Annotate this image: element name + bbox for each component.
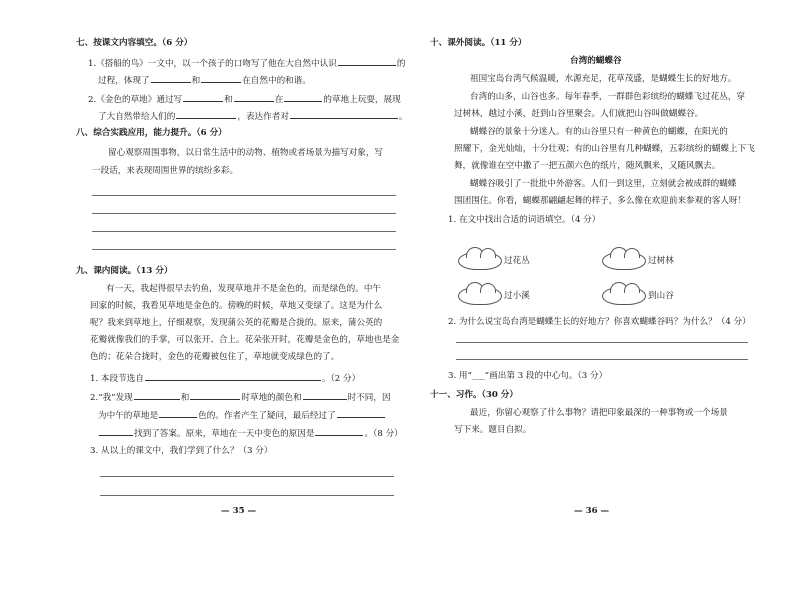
blank[interactable] <box>134 390 180 400</box>
s7-q2-line1: 2.《金色的草地》通过写 和 在 的草地上玩耍，展现 <box>88 92 401 106</box>
s8-text-line1: 留心观察周围事物，以日常生活中的动物、植物或者场景为描写对象，写 <box>108 148 384 158</box>
page-number: — 35 — <box>221 506 257 516</box>
s10-q3: 3. 用“___”画出第 3 段的中心句。（3 分） <box>448 371 608 381</box>
section-9-title: 九、课内阅读。（13 分） <box>76 266 173 276</box>
s9-q2-line2: 为中午的草地是 色的。作者产生了疑问，最后经过了 <box>98 408 386 422</box>
blank[interactable] <box>159 408 197 418</box>
answer-line[interactable] <box>100 476 394 477</box>
blank[interactable] <box>176 109 236 119</box>
blank[interactable] <box>190 390 240 400</box>
blank[interactable] <box>290 109 398 119</box>
s7-q1-line1: 1.《搭船的鸟》一文中，以一个孩子的口吻写了他在大自然中认识 的 <box>88 56 405 70</box>
blank[interactable] <box>201 73 241 83</box>
blank[interactable] <box>151 73 191 83</box>
s7-q2-line2: 了大自然带给人们的 ，表达作者对 。 <box>98 109 408 123</box>
answer-line[interactable] <box>92 213 396 214</box>
answer-line[interactable] <box>100 495 394 496</box>
blank[interactable] <box>284 92 322 102</box>
s9-passage-line5: 色的；花朵合拢时，金色的花瓣被包住了，草地就变成绿色的了。 <box>90 352 340 362</box>
s9-q3: 3. 从以上的课文中，我们学到了什么？（3 分） <box>90 446 273 456</box>
s7-q1-line2: 过程，体现了 和 在自然中的和谐。 <box>98 73 311 87</box>
article-p1: 祖国宝岛台湾气候温暖，水源充足，花草茂盛，是蝴蝶生长的好地方。 <box>470 74 737 84</box>
article-title: 台湾的蝴蝶谷 <box>570 56 622 66</box>
s9-passage-line3: 呢？我来到草地上，仔细观察，发现蒲公英的花瓣是合拢的。原来，蒲公英的 <box>90 318 383 328</box>
cloud-answer-box[interactable] <box>458 287 502 305</box>
s9-q2-line3: 找到了答案。原来，草地在一天中变色的原因是 。（8 分） <box>98 426 403 440</box>
answer-line[interactable] <box>92 231 396 232</box>
section-11-title: 十一、习作。（30 分） <box>430 390 518 400</box>
blank[interactable] <box>234 92 274 102</box>
section-7-title: 七、按课文内容填空。（6 分） <box>76 38 193 48</box>
blank[interactable] <box>315 426 363 436</box>
answer-line[interactable] <box>456 359 748 360</box>
cloud-label-3: 过小溪 <box>504 291 530 301</box>
s8-text-line2: 一段话，来表现周围世界的缤纷多彩。 <box>92 166 239 176</box>
cloud-label-1: 过花丛 <box>504 256 530 266</box>
s10-q2: 2. 为什么说宝岛台湾是蝴蝶生长的好地方？你喜欢蝴蝶谷吗？为什么？（4 分） <box>448 317 751 327</box>
article-p2-line1: 台湾的山多，山谷也多。每年春季，一群群色彩缤纷的蝴蝶飞过花丛，穿 <box>470 92 746 102</box>
blank[interactable] <box>303 390 347 400</box>
blank[interactable] <box>145 371 321 381</box>
article-p3-line1: 蝴蝶谷的景象十分迷人。有的山谷里只有一种黄色的蝴蝶，在阳光的 <box>470 127 728 137</box>
page-number: — 36 — <box>574 506 610 516</box>
blank[interactable] <box>337 408 385 418</box>
cloud-answer-box[interactable] <box>458 252 502 270</box>
s9-q2-line1: 2.“我”发现 和 时草地的颜色和 时不同，因 <box>90 390 391 404</box>
section-10-title: 十、课外阅读。（11 分） <box>430 38 527 48</box>
answer-line[interactable] <box>92 195 396 196</box>
section-8-title: 八、综合实践应用，能力提升。（6 分） <box>76 128 227 138</box>
s9-passage-line4: 花瓣就像我们的手掌，可以张开、合上。花朵张开时，花瓣是金色的，草地也是金 <box>90 335 400 345</box>
article-p3-line3: 舞，就像谁在空中撒了一把五颜六色的纸片，随风飘来，又随风飘去。 <box>454 161 721 171</box>
answer-line[interactable] <box>92 249 396 250</box>
s11-text-line1: 最近，你留心观察了什么事物？请把印象最深的一种事物或一个场景 <box>470 408 728 418</box>
blank[interactable] <box>183 92 223 102</box>
page-36 <box>400 0 800 589</box>
s9-passage-line1: 有一天，我起得很早去钓鱼，发现草地并不是金色的，而是绿色的。中午 <box>106 284 382 294</box>
cloud-answer-box[interactable] <box>602 252 646 270</box>
article-p3-line2: 照耀下，金光灿灿，十分壮观；有的山谷里有几种蝴蝶，五彩缤纷的蝴蝶上下飞 <box>454 144 755 154</box>
article-p4-line1: 蝴蝶谷吸引了一批批中外游客。人们一到这里，立刻就会被成群的蝴蝶 <box>470 179 737 189</box>
blank[interactable] <box>338 56 396 66</box>
article-p4-line2: 围团围住。你看，蝴蝶那翩翩起舞的样子，多么像在欢迎前来参观的客人呀！ <box>454 196 747 206</box>
s9-q1: 1. 本段节选自 。（2 分） <box>90 371 360 385</box>
blank[interactable] <box>99 426 133 436</box>
answer-line[interactable] <box>456 342 748 343</box>
s11-text-line2: 写下来。题目自拟。 <box>454 425 532 435</box>
cloud-label-4: 到山谷 <box>648 291 674 301</box>
s9-passage-line2: 回家的时候，我看见草地是金色的。傍晚的时候，草地又变绿了。这是为什么 <box>90 301 383 311</box>
s10-q1: 1. 在文中找出合适的词语填空。（4 分） <box>448 215 601 225</box>
cloud-label-2: 过树林 <box>648 256 674 266</box>
article-p2-line2: 过树林，越过小溪，赶到山谷里聚会。人们就把山谷叫做蝴蝶谷。 <box>454 109 704 119</box>
cloud-answer-box[interactable] <box>602 287 646 305</box>
